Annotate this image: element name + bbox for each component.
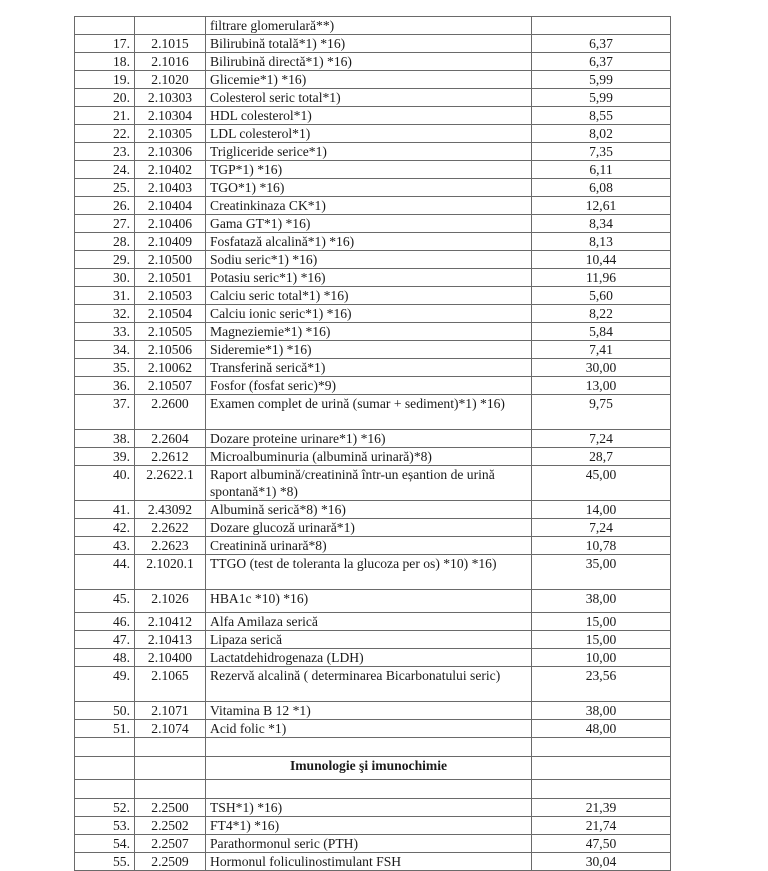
- table-row: [75, 377, 671, 395]
- cell-nr: 30.: [75, 269, 135, 287]
- empty-cell: [75, 780, 135, 799]
- table-row: [75, 555, 671, 590]
- cell-price: 7,41: [532, 341, 671, 359]
- table-row: [75, 269, 671, 287]
- cell-price: 10,44: [532, 251, 671, 269]
- cell-name: Microalbuminuria (albumină urinară)*8): [206, 448, 532, 466]
- table-row: [75, 519, 671, 537]
- continuation-row: [75, 17, 671, 35]
- spacer-row: [75, 780, 671, 799]
- cell-code: 2.2623: [135, 537, 206, 555]
- empty-cell: [206, 738, 532, 757]
- cell-price: 23,56: [532, 667, 671, 702]
- cell-name: Hormonul foliculinostimulant FSH: [206, 853, 532, 871]
- cell-nr: 38.: [75, 430, 135, 448]
- cell-price: 8,13: [532, 233, 671, 251]
- cell-code: 2.10303: [135, 89, 206, 107]
- empty-cell: [135, 738, 206, 757]
- cell-nr: 29.: [75, 251, 135, 269]
- cell-name: Dozare proteine urinare*1) *16): [206, 430, 532, 448]
- cell-price: 5,60: [532, 287, 671, 305]
- cell-nr: 45.: [75, 590, 135, 613]
- cell-code: 2.1015: [135, 35, 206, 53]
- cell-nr: 42.: [75, 519, 135, 537]
- cell-nr: [75, 17, 135, 35]
- empty-cell: [532, 738, 671, 757]
- cell-code: 2.1020: [135, 71, 206, 89]
- cell-price: 10,00: [532, 649, 671, 667]
- cell-price: 9,75: [532, 395, 671, 430]
- cell-name: Rezervă alcalină ( determinarea Bicarbonatului seric): [206, 667, 532, 702]
- cell-nr: 47.: [75, 631, 135, 649]
- analysis-price-table: [74, 16, 671, 871]
- cell-nr: 44.: [75, 555, 135, 590]
- cell-nr: 23.: [75, 143, 135, 161]
- cell-nr: 52.: [75, 799, 135, 817]
- empty-cell: [75, 738, 135, 757]
- cell-name: Alfa Amilaza serică: [206, 613, 532, 631]
- cell-nr: 34.: [75, 341, 135, 359]
- table-row: [75, 359, 671, 377]
- table-row: [75, 143, 671, 161]
- cell-price: 30,00: [532, 359, 671, 377]
- cell-nr: 50.: [75, 702, 135, 720]
- table-row: [75, 251, 671, 269]
- cell-name: HDL colesterol*1): [206, 107, 532, 125]
- cell-name: Creatinkinaza CK*1): [206, 197, 532, 215]
- cell-name: LDL colesterol*1): [206, 125, 532, 143]
- cell-code: 2.10400: [135, 649, 206, 667]
- cell-code: 2.2509: [135, 853, 206, 871]
- cell-nr: 41.: [75, 501, 135, 519]
- table-row: [75, 430, 671, 448]
- cell-nr: 28.: [75, 233, 135, 251]
- cell-name: Glicemie*1) *16): [206, 71, 532, 89]
- table-row: [75, 305, 671, 323]
- cell-code: 2.43092: [135, 501, 206, 519]
- cell-name: Raport albumină/creatinină într-un eșantion de urină spontană*1) *8): [206, 466, 532, 501]
- table-row: [75, 395, 671, 430]
- cell-nr: 49.: [75, 667, 135, 702]
- cell-code: 2.2622.1: [135, 466, 206, 501]
- cell-name: Colesterol seric total*1): [206, 89, 532, 107]
- cell-code: 2.2600: [135, 395, 206, 430]
- cell-nr: 27.: [75, 215, 135, 233]
- cell-name: FT4*1) *16): [206, 817, 532, 835]
- cell-code: 2.2612: [135, 448, 206, 466]
- table-row: [75, 590, 671, 613]
- cell-code: 2.10503: [135, 287, 206, 305]
- cell-nr: 54.: [75, 835, 135, 853]
- cell-price: 8,22: [532, 305, 671, 323]
- cell-nr: 17.: [75, 35, 135, 53]
- cell-name: Lipaza serică: [206, 631, 532, 649]
- cell-price: 12,61: [532, 197, 671, 215]
- cell-price: 5,99: [532, 71, 671, 89]
- cell-nr: 33.: [75, 323, 135, 341]
- cell-nr: 21.: [75, 107, 135, 125]
- cell-price: 6,11: [532, 161, 671, 179]
- table-row: [75, 215, 671, 233]
- cell-name: Examen complet de urină (sumar + sediment)*1) *16): [206, 395, 532, 430]
- cell-price: 21,39: [532, 799, 671, 817]
- spacer-row: [75, 738, 671, 757]
- cell-code: [135, 17, 206, 35]
- cell-price: 6,37: [532, 35, 671, 53]
- cell-code: 2.10406: [135, 215, 206, 233]
- empty-cell: [75, 757, 135, 780]
- table-row: [75, 287, 671, 305]
- cell-name: Lactatdehidrogenaza (LDH): [206, 649, 532, 667]
- cell-name: TGP*1) *16): [206, 161, 532, 179]
- cell-nr: 25.: [75, 179, 135, 197]
- cell-nr: 40.: [75, 466, 135, 501]
- cell-code: 2.10501: [135, 269, 206, 287]
- cell-code: 2.10062: [135, 359, 206, 377]
- cell-name: HBA1c *10) *16): [206, 590, 532, 613]
- cell-name: Bilirubină directă*1) *16): [206, 53, 532, 71]
- cell-nr: 36.: [75, 377, 135, 395]
- cell-name: Parathormonul seric (PTH): [206, 835, 532, 853]
- section-header-row: [75, 757, 671, 780]
- cell-nr: 20.: [75, 89, 135, 107]
- cell-price: 21,74: [532, 817, 671, 835]
- table-row: [75, 537, 671, 555]
- cell-nr: 55.: [75, 853, 135, 871]
- table-row: [75, 125, 671, 143]
- cell-price: 30,04: [532, 853, 671, 871]
- cell-code: 2.2507: [135, 835, 206, 853]
- cell-price: 5,99: [532, 89, 671, 107]
- table-row: [75, 649, 671, 667]
- cell-nr: 32.: [75, 305, 135, 323]
- table-row: [75, 448, 671, 466]
- cell-code: 2.1065: [135, 667, 206, 702]
- cell-price: 10,78: [532, 537, 671, 555]
- cell-nr: 31.: [75, 287, 135, 305]
- empty-cell: [206, 780, 532, 799]
- cell-price: 35,00: [532, 555, 671, 590]
- cell-name: Transferină serică*1): [206, 359, 532, 377]
- cell-code: 2.10409: [135, 233, 206, 251]
- cell-price: [532, 17, 671, 35]
- cell-price: 8,02: [532, 125, 671, 143]
- cell-price: 48,00: [532, 720, 671, 738]
- cell-name: Sideremie*1) *16): [206, 341, 532, 359]
- table-row: [75, 89, 671, 107]
- cell-code: 2.1026: [135, 590, 206, 613]
- cell-code: 2.10505: [135, 323, 206, 341]
- cell-code: 2.1074: [135, 720, 206, 738]
- cell-nr: 48.: [75, 649, 135, 667]
- cell-code: 2.10504: [135, 305, 206, 323]
- table-row: [75, 197, 671, 215]
- table-row: [75, 71, 671, 89]
- cell-code: 2.2622: [135, 519, 206, 537]
- cell-code: 2.10306: [135, 143, 206, 161]
- table-row: [75, 341, 671, 359]
- cell-name: Trigliceride serice*1): [206, 143, 532, 161]
- cell-price: 8,34: [532, 215, 671, 233]
- empty-cell: [532, 780, 671, 799]
- cell-name: TTGO (test de toleranta la glucoza per os) *10) *16): [206, 555, 532, 590]
- cell-name: Fosfor (fosfat seric)*9): [206, 377, 532, 395]
- cell-name: Magneziemie*1) *16): [206, 323, 532, 341]
- cell-nr: 35.: [75, 359, 135, 377]
- table-row: [75, 667, 671, 702]
- table-row: [75, 35, 671, 53]
- table-row: [75, 613, 671, 631]
- empty-cell: [135, 757, 206, 780]
- cell-code: 2.10507: [135, 377, 206, 395]
- table-row: [75, 53, 671, 71]
- cell-price: 15,00: [532, 631, 671, 649]
- table-row: [75, 323, 671, 341]
- section-title: Imunologie şi imunochimie: [206, 757, 532, 780]
- table-row: [75, 107, 671, 125]
- cell-price: 8,55: [532, 107, 671, 125]
- cell-name: Gama GT*1) *16): [206, 215, 532, 233]
- table-row: [75, 466, 671, 501]
- table-row: [75, 853, 671, 871]
- cell-name: Albumină serică*8) *16): [206, 501, 532, 519]
- cell-price: 6,37: [532, 53, 671, 71]
- cell-code: 2.10506: [135, 341, 206, 359]
- cell-code: 2.10500: [135, 251, 206, 269]
- cell-code: 2.1020.1: [135, 555, 206, 590]
- table-row: [75, 702, 671, 720]
- cell-price: 38,00: [532, 702, 671, 720]
- cell-price: 15,00: [532, 613, 671, 631]
- cell-name: Calciu ionic seric*1) *16): [206, 305, 532, 323]
- cell-price: 47,50: [532, 835, 671, 853]
- cell-name: Acid folic *1): [206, 720, 532, 738]
- cell-price: 11,96: [532, 269, 671, 287]
- cell-name: Potasiu seric*1) *16): [206, 269, 532, 287]
- cell-nr: 43.: [75, 537, 135, 555]
- cell-code: 2.10412: [135, 613, 206, 631]
- cell-code: 2.10402: [135, 161, 206, 179]
- empty-cell: [532, 757, 671, 780]
- cell-name: Calciu seric total*1) *16): [206, 287, 532, 305]
- empty-cell: [135, 780, 206, 799]
- cell-code: 2.2604: [135, 430, 206, 448]
- cell-price: 38,00: [532, 590, 671, 613]
- cell-code: 2.1016: [135, 53, 206, 71]
- cell-code: 2.2502: [135, 817, 206, 835]
- cell-price: 5,84: [532, 323, 671, 341]
- cell-code: 2.10403: [135, 179, 206, 197]
- cell-name: Dozare glucoză urinară*1): [206, 519, 532, 537]
- cell-code: 2.10304: [135, 107, 206, 125]
- table-row: [75, 161, 671, 179]
- cell-nr: 53.: [75, 817, 135, 835]
- cell-price: 6,08: [532, 179, 671, 197]
- cell-name: Bilirubină totală*1) *16): [206, 35, 532, 53]
- cell-price: 7,35: [532, 143, 671, 161]
- cell-nr: 26.: [75, 197, 135, 215]
- cell-price: 28,7: [532, 448, 671, 466]
- table-row: [75, 817, 671, 835]
- cell-nr: 46.: [75, 613, 135, 631]
- cell-name: Creatinină urinară*8): [206, 537, 532, 555]
- cell-code: 2.2500: [135, 799, 206, 817]
- cell-price: 7,24: [532, 430, 671, 448]
- cell-name: filtrare glomerulară**): [206, 17, 532, 35]
- cell-price: 45,00: [532, 466, 671, 501]
- cell-nr: 18.: [75, 53, 135, 71]
- cell-name: TGO*1) *16): [206, 179, 532, 197]
- cell-nr: 51.: [75, 720, 135, 738]
- cell-code: 2.10305: [135, 125, 206, 143]
- cell-nr: 37.: [75, 395, 135, 430]
- table-row: [75, 631, 671, 649]
- table-row: [75, 233, 671, 251]
- cell-name: Sodiu seric*1) *16): [206, 251, 532, 269]
- cell-name: Vitamina B 12 *1): [206, 702, 532, 720]
- cell-name: TSH*1) *16): [206, 799, 532, 817]
- cell-nr: 22.: [75, 125, 135, 143]
- cell-price: 13,00: [532, 377, 671, 395]
- cell-code: 2.1071: [135, 702, 206, 720]
- table-row: [75, 179, 671, 197]
- cell-nr: 24.: [75, 161, 135, 179]
- cell-nr: 19.: [75, 71, 135, 89]
- table-row: [75, 501, 671, 519]
- table-row: [75, 720, 671, 738]
- cell-code: 2.10413: [135, 631, 206, 649]
- cell-nr: 39.: [75, 448, 135, 466]
- cell-name: Fosfatază alcalină*1) *16): [206, 233, 532, 251]
- table-row: [75, 799, 671, 817]
- cell-price: 14,00: [532, 501, 671, 519]
- cell-code: 2.10404: [135, 197, 206, 215]
- cell-price: 7,24: [532, 519, 671, 537]
